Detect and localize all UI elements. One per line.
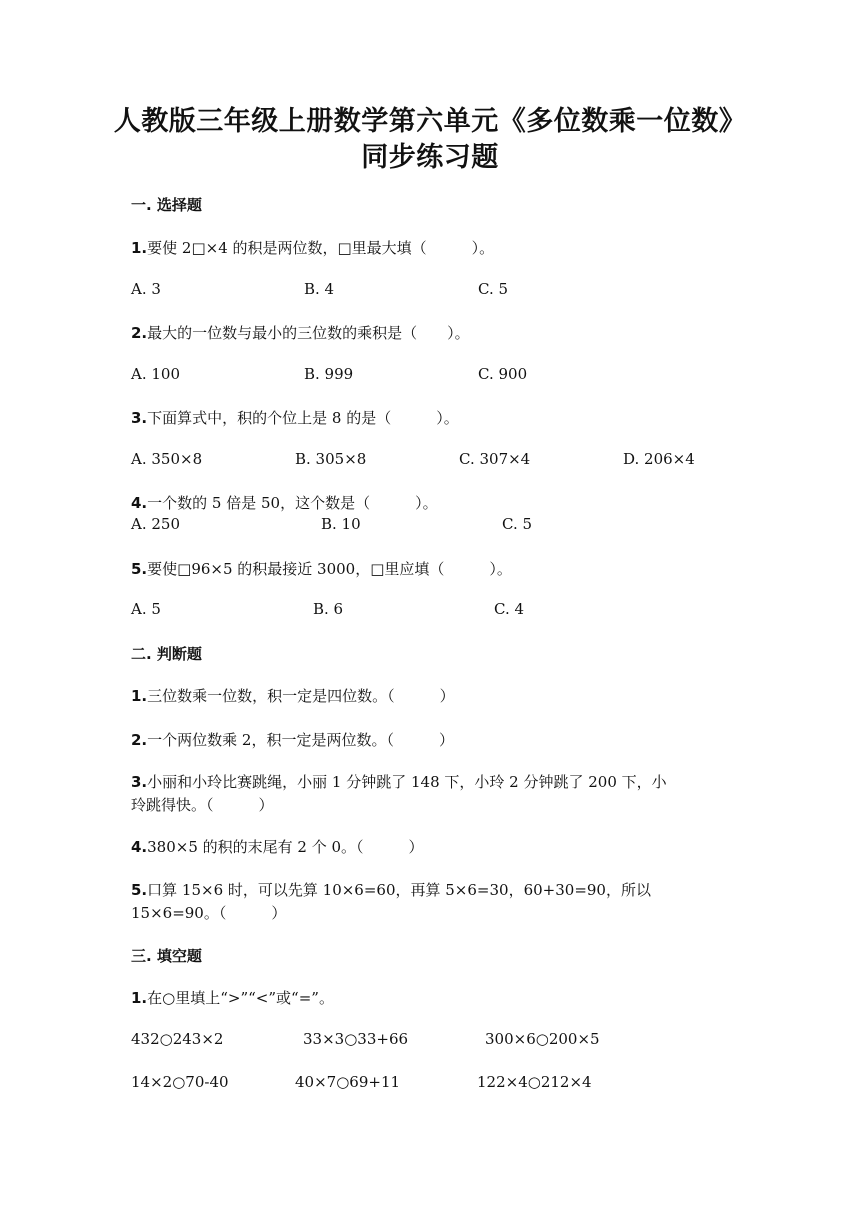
option-b: B. 999: [304, 365, 354, 383]
question-number: 3.: [131, 409, 148, 427]
question-number: 2.: [131, 731, 148, 749]
question-text: [131, 407, 459, 428]
question-body: 最大的一位数与最小的三位数的乘积是（ ）。: [147, 324, 470, 342]
comparison-item: 300×6○200×5: [485, 1030, 600, 1048]
option-c: C. 307×4: [459, 450, 531, 468]
question-number: 1.: [131, 989, 148, 1007]
question-number: 5.: [131, 560, 148, 578]
option-b: B. 6: [313, 600, 344, 618]
question-body: 380×5 的积的末尾有 2 个 0。（ ）: [147, 838, 424, 856]
question-body: 要使 2□×4 的积是两位数，□里最大填（ ）。: [147, 239, 495, 257]
comparison-item: 432○243×2: [131, 1030, 224, 1048]
question-body: 一个两位数乘 2，积一定是两位数。（ ）: [147, 731, 454, 749]
question-number: 1.: [131, 239, 148, 257]
section-heading-judge: 二. 判断题: [131, 645, 202, 663]
option-a: A. 350×8: [131, 450, 203, 468]
question-number: 4.: [131, 838, 148, 856]
question-text: [131, 879, 651, 900]
question-number: 2.: [131, 324, 148, 342]
question-text: [131, 685, 455, 706]
comparison-item: 40×7○69+11: [295, 1073, 401, 1091]
question-text: [131, 322, 470, 343]
question-text: [131, 771, 667, 792]
question-number: 5.: [131, 881, 148, 899]
option-a: A. 5: [131, 600, 161, 618]
question-body: 小丽和小玲比赛跳绳，小丽 1 分钟跳了 148 下，小玲 2 分钟跳了 200 下，小: [147, 773, 667, 791]
option-a: A. 100: [131, 365, 180, 383]
option-c: C. 4: [494, 600, 525, 618]
question-body: 一个数的 5 倍是 50，这个数是（ ）。: [147, 494, 438, 512]
option-b: B. 10: [321, 515, 361, 533]
question-body: 在○里填上“>”“<”或“=”。: [147, 989, 334, 1007]
comparison-item: 33×3○33+66: [303, 1030, 409, 1048]
question-number: 4.: [131, 494, 148, 512]
option-c: C. 5: [502, 515, 533, 533]
section-heading-fill: 三. 填空题: [131, 947, 202, 965]
question-text-continued: 15×6=90。（ ）: [131, 904, 287, 922]
option-d: D. 206×4: [623, 450, 695, 468]
page-subtitle: 同步练习题: [361, 142, 499, 173]
question-body: 下面算式中，积的个位上是 8 的是（ ）。: [147, 409, 459, 427]
question-text: [131, 492, 438, 513]
option-a: A. 250: [131, 515, 180, 533]
question-text: [131, 558, 512, 579]
question-body: 三位数乘一位数，积一定是四位数。（ ）: [147, 687, 455, 705]
question-body: 要使□96×5 的积最接近 3000，□里应填（ ）。: [147, 560, 512, 578]
question-text: [131, 987, 334, 1008]
question-number: 1.: [131, 687, 148, 705]
comparison-item: 122×4○212×4: [477, 1073, 592, 1091]
question-text-continued: 玲跳得快。（ ）: [131, 796, 274, 814]
option-b: B. 305×8: [295, 450, 367, 468]
option-a: A. 3: [131, 280, 161, 298]
question-text: [131, 237, 494, 258]
question-body: 口算 15×6 时，可以先算 10×6=60，再算 5×6=30，60+30=90，所以: [147, 881, 651, 899]
option-c: C. 900: [478, 365, 528, 383]
question-number: 3.: [131, 773, 148, 791]
section-heading-choice: 一. 选择题: [131, 196, 202, 214]
comparison-item: 14×2○70-40: [131, 1073, 229, 1091]
question-text: [131, 729, 454, 750]
option-b: B. 4: [304, 280, 335, 298]
option-c: C. 5: [478, 280, 509, 298]
question-text: [131, 836, 424, 857]
page-title: 人教版三年级上册数学第六单元《多位数乘一位数》: [113, 106, 747, 137]
